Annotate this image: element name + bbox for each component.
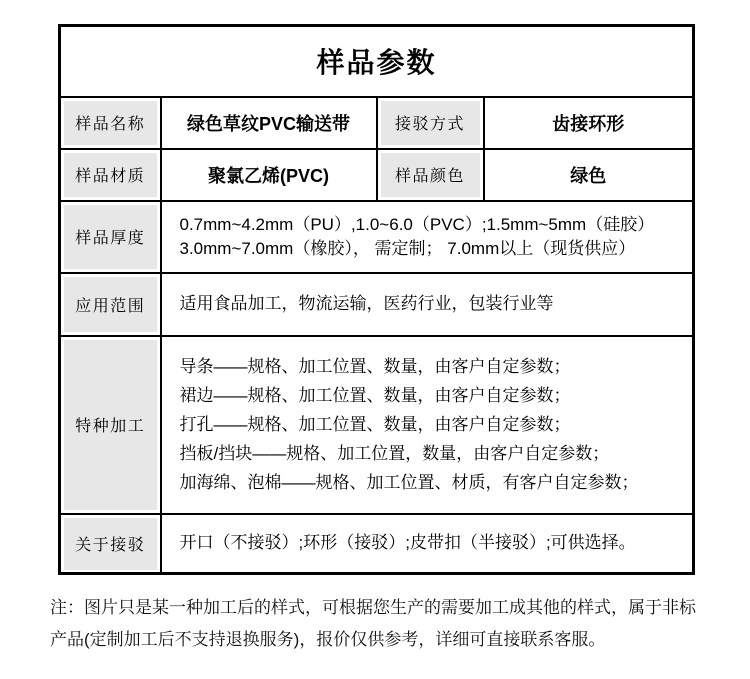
special-line-1: 导条——规格、加工位置、数量，由客户自定参数； xyxy=(179,357,571,376)
value-sample-material: 聚氯乙烯(PVC) xyxy=(161,149,377,201)
range-line-1: 适用食品加工，物流运输，医药行业，包装行业等 xyxy=(179,294,554,313)
label-about-joint: 关于接驳 xyxy=(60,514,161,574)
special-line-3: 打孔——规格、加工位置、数量，由客户自定参数； xyxy=(179,415,571,434)
value-joint-method: 齿接环形 xyxy=(484,97,694,149)
label-sample-thickness: 样品厚度 xyxy=(60,201,161,273)
thickness-line-1: 0.7mm~4.2mm（PU）,1.0~6.0（PVC）;1.5mm~5mm（硅胶） xyxy=(179,214,655,234)
joint-line-1: 开口（不接驳）;环形（接驳）;皮带扣（半接驳）;可供选择。 xyxy=(179,533,636,553)
footnote-line-2: 产品(定制加工后不支持退换服务)，报价仅供参考，详细可直接联系客服。 xyxy=(50,630,606,649)
row-application-range xyxy=(60,273,694,336)
special-line-5: 加海绵、泡棉——规格、加工位置、材质，有客户自定参数； xyxy=(179,473,639,492)
value-special-processing xyxy=(161,336,694,514)
row-material-color xyxy=(60,149,694,201)
sample-parameters-table xyxy=(58,24,695,575)
value-sample-color: 绿色 xyxy=(484,149,694,201)
label-special-processing: 特种加工 xyxy=(60,336,161,514)
special-line-2: 裙边——规格、加工位置、数量，由客户自定参数； xyxy=(179,386,571,405)
table-title: 样品参数 xyxy=(60,26,694,97)
footnote xyxy=(50,592,710,656)
label-sample-material: 样品材质 xyxy=(60,149,161,201)
row-sample-thickness xyxy=(60,201,694,273)
special-line-4: 挡板/挡块——规格、加工位置，数量，由客户自定参数； xyxy=(179,444,610,463)
label-joint-method: 接驳方式 xyxy=(377,97,484,149)
label-sample-color: 样品颜色 xyxy=(377,149,484,201)
value-sample-thickness xyxy=(161,201,694,273)
row-sample-name-joint xyxy=(60,97,694,149)
value-about-joint xyxy=(161,514,694,574)
value-sample-name: 绿色草纹PVC输送带 xyxy=(161,97,377,149)
thickness-line-2: 3.0mm~7.0mm（橡胶）， 需定制； 7.0mm以上（现货供应） xyxy=(179,238,636,258)
row-about-joint xyxy=(60,514,694,574)
footnote-line-1: 注：图片只是某一种加工后的样式，可根据您生产的需要加工成其他的样式，属于非标 xyxy=(50,598,696,617)
label-sample-name: 样品名称 xyxy=(60,97,161,149)
value-application-range xyxy=(161,273,694,336)
table-title-row xyxy=(60,26,694,97)
row-special-processing xyxy=(60,336,694,514)
label-application-range: 应用范围 xyxy=(60,273,161,336)
